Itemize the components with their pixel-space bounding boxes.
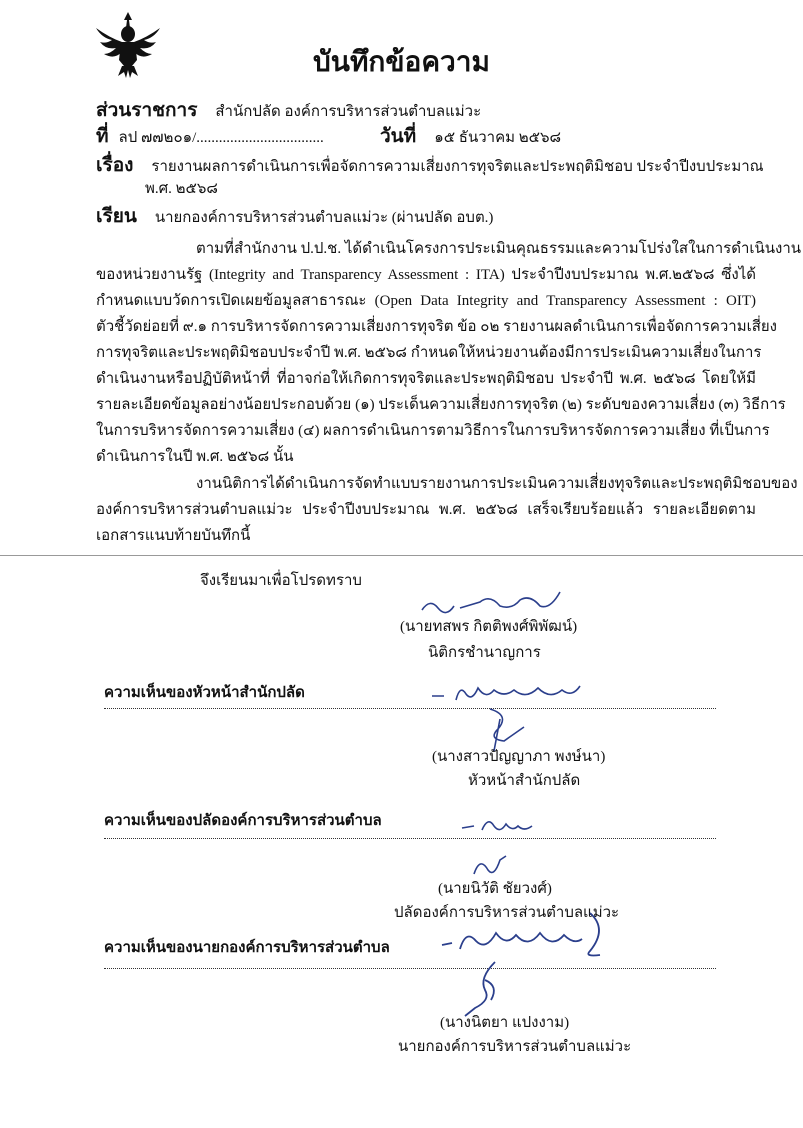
body-line: ตามที่สำนักงาน ป.ป.ช. ได้ดำเนินโครงการประเมินคุณธรรมและความโปร่งใสในการดำเนินงาน (196, 241, 802, 257)
section2-signer-name: (นายนิวัติ ชัยวงศ์) (438, 881, 552, 897)
closing-text: จึงเรียนมาเพื่อโปรดทราบ (200, 573, 362, 589)
to-row (96, 201, 493, 231)
section1-signer-position: หัวหน้าสำนักปลัด (468, 773, 581, 789)
body-line: เอกสารแนบท้ายบันทึกนี้ (96, 528, 251, 544)
body-paragraph-1 (96, 236, 802, 470)
signature-3a (460, 812, 540, 847)
section3-signer-name: (นางนิตยา แปงงาม) (440, 1015, 570, 1031)
section3-signer-position: นายกองค์การบริหารส่วนตำบลแม่วะ (398, 1039, 632, 1055)
body-line: กำหนดแบบวัดการเปิดเผยข้อมูลสาธารณะ (Open Data Integrity and Transparency Assessment : OIT) (96, 293, 756, 309)
body-line: ดำเนินการในปี พ.ศ. ๒๕๖๘ นั้น (96, 449, 294, 465)
subject-line1: รายงานผลการดำเนินการเพื่อจัดการความเสี่ยงการทุจริตและประพฤติมิชอบ ประจำปีงบประมาณ (151, 159, 764, 175)
divider (0, 555, 803, 556)
doc-number-label: ที่ (96, 126, 109, 147)
body-line: การทุจริตและประพฤติมิชอบประจำปี พ.ศ. ๒๕๖๘ กำหนดให้หน่วยงานต้องมีการประเมินความเสี่ยงในการ (96, 345, 762, 361)
section1-signer-name: (นางสาวปัญญาภา พงษ์นา) (432, 749, 606, 765)
signer1-name: (นายทสพร กิตติพงศ์พิพัฒน์) (400, 619, 578, 635)
date-row (380, 121, 561, 151)
body-line: งานนิติการได้ดำเนินการจัดทำแบบรายงานการประเมินความเสี่ยงทุจริตและประพฤติมิชอบของ (196, 476, 798, 492)
memo-title: บันทึกข้อความ (313, 47, 490, 78)
body-paragraph-2 (96, 471, 798, 549)
doc-number-row (96, 121, 324, 151)
subject-label: เรื่อง (96, 155, 134, 176)
signer1-position: นิติกรชำนาญการ (428, 645, 541, 661)
to-label: เรียน (96, 206, 137, 227)
section3-comment-line (104, 968, 716, 969)
section2-heading: ความเห็นของปลัดองค์การบริหารส่วนตำบล (104, 813, 382, 829)
subject-line2: พ.ศ. ๒๕๖๘ (145, 181, 218, 197)
body-line: ตัวชี้วัดย่อยที่ ๙.๑ การบริหารจัดการความเสี่ยงการทุจริต ข้อ ๐๒ รายงานผลดำเนินการเพื่อจัดการความเสี่ยง (96, 319, 777, 335)
body-line: องค์การบริหารส่วนตำบลแม่วะ ประจำปีงบประมาณ พ.ศ. ๒๕๖๘ เสร็จเรียบร้อยแล้ว รายละเอียดตาม (96, 502, 756, 518)
section1-comment-line (104, 708, 716, 709)
date-value: ๑๕ ธันวาคม ๒๕๖๘ (434, 130, 562, 146)
section3-heading: ความเห็นของนายกองค์การบริหารส่วนตำบล (104, 940, 390, 956)
body-line: รายละเอียดข้อมูลอย่างน้อยประกอบด้วย (๑) ประเด็นความเสี่ยงการทุจริต (๒) ระดับของความเสี่ยง (๓) วิธีการ (96, 397, 786, 413)
body-line: ดำเนินงานหรือปฏิบัติหน้าที่ ที่อาจก่อให้เกิดการทุจริตและประพฤติมิชอบ ประจำปี พ.ศ. ๒๕๖๘ โดยให้มี (96, 371, 756, 387)
to-value: นายกองค์การบริหารส่วนตำบลแม่วะ (ผ่านปลัด อบต.) (154, 210, 494, 226)
section1-heading: ความเห็นของหัวหน้าสำนักปลัด (104, 685, 305, 701)
date-label: วันที่ (380, 126, 417, 147)
body-line: ในการบริหารจัดการความเสี่ยง (๔) ผลการดำเนินการตามวิธีการในการบริหารจัดการความเสี่ยง ที่เป็นการ (96, 423, 770, 439)
section2-signer-position: ปลัดองค์การบริหารส่วนตำบลแม่วะ (394, 905, 620, 921)
section2-comment-line (104, 838, 716, 839)
dept-label: ส่วนราชการ (96, 100, 198, 121)
body-line: ของหน่วยงานรัฐ (Integrity and Transparency Assessment : ITA) ประจำปีงบประมาณ พ.ศ.๒๕๖๘ ซึ่งได้ (96, 267, 756, 283)
doc-number-value: ลป ๗๗๒๐๑/.................................. (118, 130, 324, 146)
dept-value: สำนักปลัด องค์การบริหารส่วนตำบลแม่วะ (215, 104, 482, 120)
